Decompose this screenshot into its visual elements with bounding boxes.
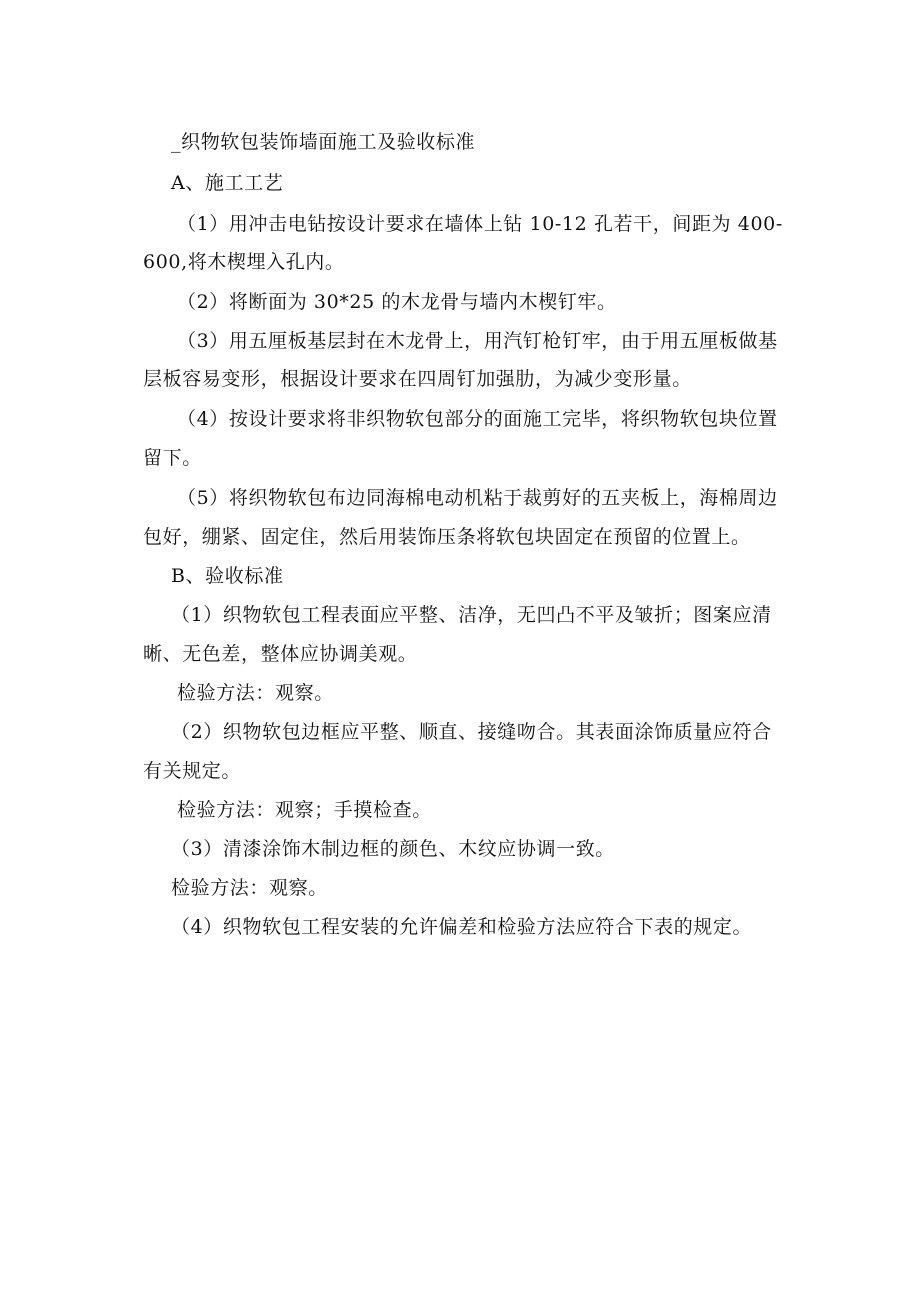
section-a-item-5-line-2: 包好，绷紧、固定住，然后用装饰压条将软包块固定在预留的位置上。 <box>143 526 751 548</box>
section-b-item-1-method: 检验方法：观察。 <box>177 682 334 704</box>
section-a-item-3-line-2: 层板容易变形，根据设计要求在四周钉加强肋，为减少变形量。 <box>143 368 692 390</box>
section-b-item-2-line-1: （2）织物软包边框应平整、顺直、接缝吻合。其表面涂饰质量应符合 <box>171 721 772 743</box>
section-b-item-3-method: 检验方法：观察。 <box>171 877 328 899</box>
section-b-item-2-line-2: 有关规定。 <box>143 760 242 782</box>
section-a-item-1-line-2: 600,将木楔埋入孔内。 <box>143 251 345 273</box>
section-b-item-1-line-1: （1）织物软包工程表面应平整、洁净，无凹凸不平及皱折；图案应清 <box>171 604 772 626</box>
section-a-item-4-line-2: 留下。 <box>143 447 202 469</box>
section-a-item-3-line-1: （3）用五厘板基层封在木龙骨上，用汽钉枪钉牢，由于用五厘板做基 <box>177 330 778 352</box>
section-b-item-3-line-1: （3）清漆涂饰木制边框的颜色、木纹应协调一致。 <box>171 838 615 860</box>
section-b-heading: B、验收标准 <box>171 565 284 587</box>
section-a-item-5-line-1: （5）将织物软包布边同海棉电动机粘于裁剪好的五夹板上，海棉周边 <box>177 487 778 509</box>
section-b-item-4-line-1: （4）织物软包工程安装的允许偏差和检验方法应符合下表的规定。 <box>171 916 753 938</box>
section-a-heading: A、施工工艺 <box>171 172 284 194</box>
section-a-item-1-line-1: （1）用冲击电钻按设计要求在墙体上钻 10-12 孔若干，间距为 400- <box>177 213 783 235</box>
section-a-item-4-line-1: （4）按设计要求将非织物软包部分的面施工完毕，将织物软包块位置 <box>177 408 778 430</box>
section-b-item-1-line-2: 晰、无色差，整体应协调美观。 <box>143 643 418 665</box>
document-title: _织物软包装饰墙面施工及验收标准 <box>171 131 476 153</box>
section-a-item-2-line-1: （2）将断面为 30*25 的木龙骨与墙内木楔钉牢。 <box>177 291 617 313</box>
section-b-item-2-method: 检验方法：观察；手摸检查。 <box>177 799 432 821</box>
